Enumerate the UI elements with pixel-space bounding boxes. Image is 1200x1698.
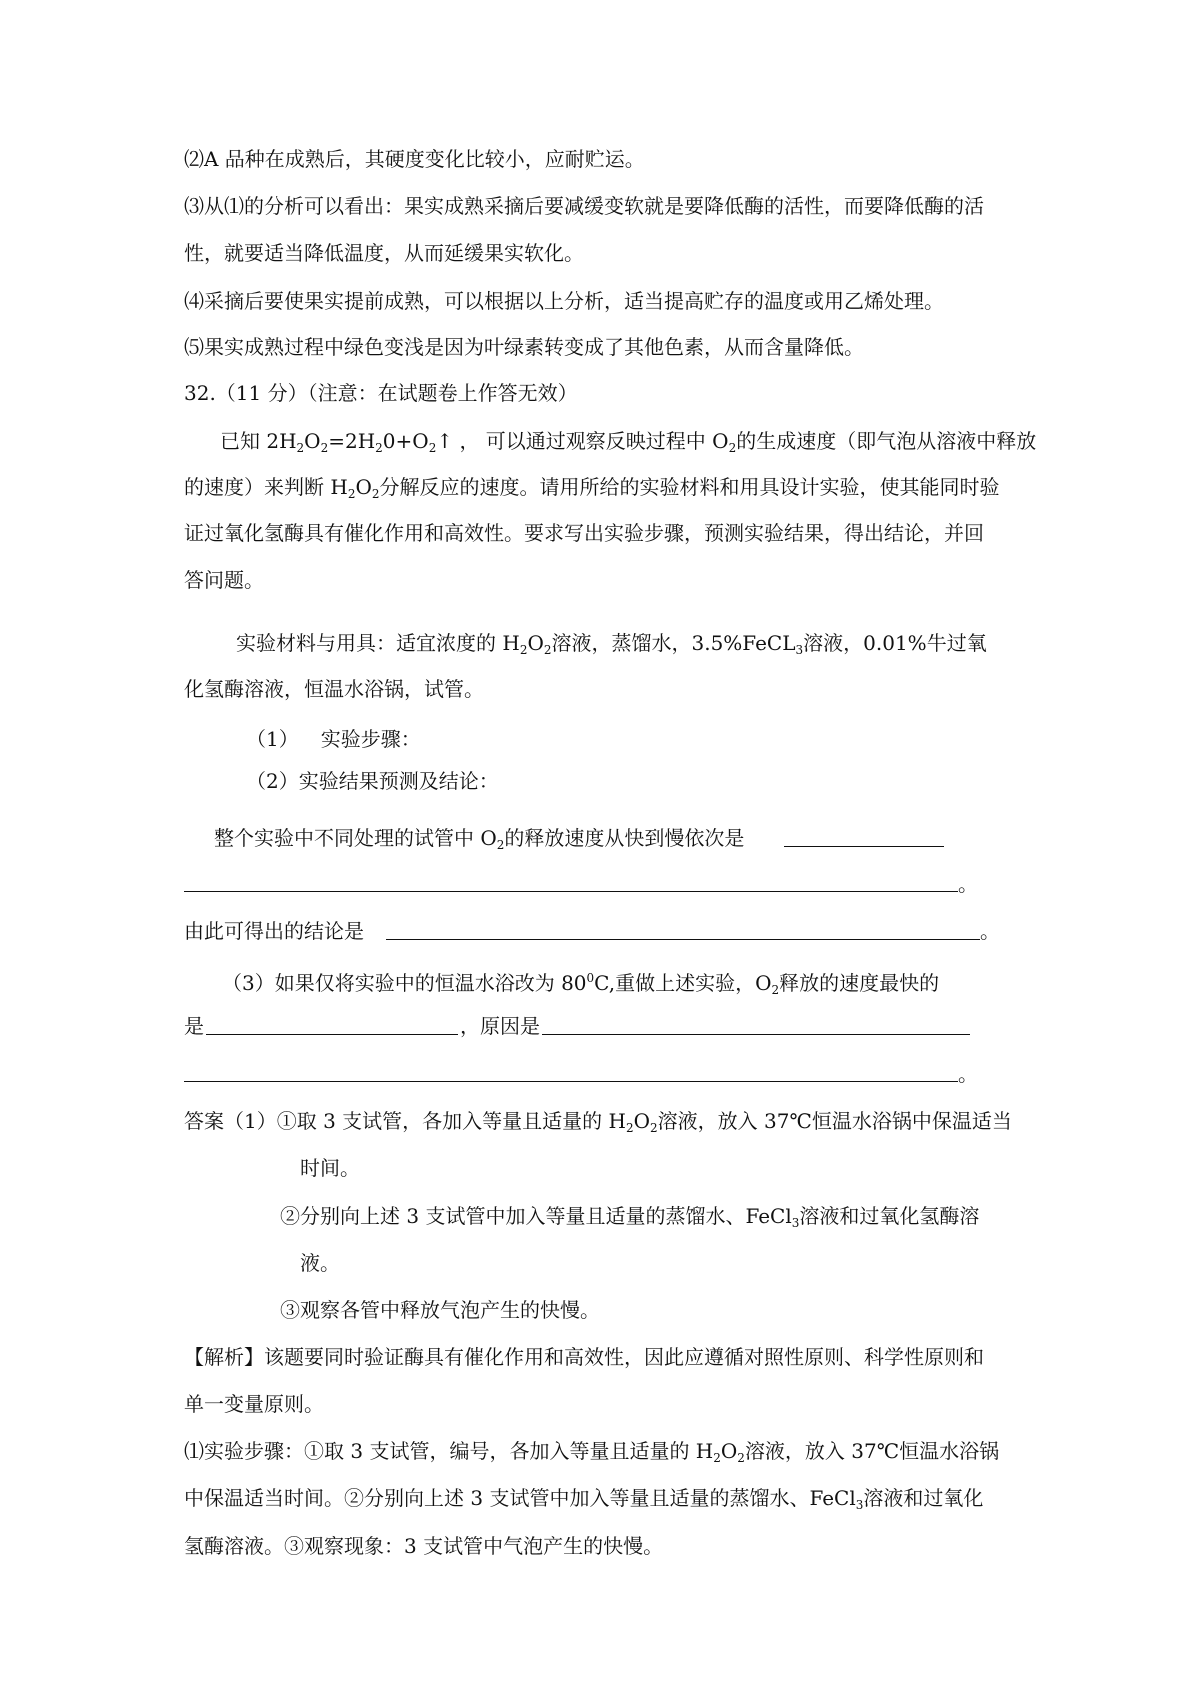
text-span: 溶液，蒸馏水，3.5%FeCL bbox=[551, 631, 796, 655]
text-span: ⑸果实成熟过程中绿色变浅是因为叶绿素转变成了其他色素，从而含量降低。 bbox=[184, 335, 864, 359]
answer-line bbox=[300, 1155, 360, 1181]
text-span: ⑵A 品种在成熟后，其硬度变化比较小，应耐贮运。 bbox=[184, 147, 645, 171]
subscript: 2 bbox=[728, 441, 737, 455]
text-span: 溶液和过氧化 bbox=[863, 1486, 984, 1510]
text-line bbox=[222, 965, 939, 1003]
subscript: 2 bbox=[543, 643, 552, 657]
text-span: 证过氧化氢酶具有催化作用和高效性。要求写出实验步骤，预测实验结果，得出结论，并回 bbox=[184, 521, 984, 545]
text-span: O bbox=[527, 631, 544, 655]
text-span: 整个实验中不同处理的试管中 O bbox=[214, 826, 497, 850]
text-line bbox=[184, 240, 584, 266]
text-span: ⑷采摘后要使果实提前成熟，可以根据以上分析，适当提高贮存的温度或用乙烯处理。 bbox=[184, 289, 944, 313]
text-line bbox=[184, 567, 264, 593]
subscript: 2 bbox=[737, 1451, 745, 1465]
text-span: 0+O bbox=[382, 429, 429, 453]
text-line bbox=[460, 1013, 540, 1039]
subscript: 2 bbox=[713, 1451, 721, 1465]
text-line bbox=[184, 1013, 204, 1039]
text-span: 已知 2H bbox=[220, 429, 297, 453]
analysis-line bbox=[184, 1438, 999, 1471]
analysis-line bbox=[184, 1391, 324, 1417]
text-line bbox=[958, 1061, 978, 1087]
analysis-line bbox=[184, 1485, 983, 1518]
text-span: 实验材料与用具：适宜浓度的 H bbox=[236, 631, 520, 655]
subscript: 2 bbox=[375, 441, 383, 455]
text-span: 化氢酶溶液，恒温水浴锅，试管。 bbox=[184, 677, 484, 701]
answer-blank[interactable] bbox=[784, 846, 944, 847]
text-span: 时间。 bbox=[300, 1156, 360, 1180]
text-span: （2）实验结果预测及结论： bbox=[246, 769, 499, 793]
text-span: 。 bbox=[980, 919, 1000, 943]
text-span: 是 bbox=[184, 1014, 204, 1038]
text-span: 答案（1）①取 3 支试管，各加入等量且适量的 H bbox=[184, 1109, 626, 1133]
text-span: ⑴实验步骤：①取 3 支试管，编号，各加入等量且适量的 H bbox=[184, 1439, 714, 1463]
text-span: C,重做上述实验，O bbox=[594, 971, 772, 995]
answer-line bbox=[280, 1203, 979, 1236]
answer-line bbox=[300, 1250, 340, 1276]
subscript: 2 bbox=[771, 983, 780, 997]
text-line bbox=[184, 676, 484, 702]
text-line bbox=[236, 630, 987, 663]
subscript: 2 bbox=[428, 441, 437, 455]
text-span: =2H bbox=[328, 429, 376, 453]
text-span: 溶液和过氧化氢酶溶 bbox=[799, 1204, 980, 1228]
text-line bbox=[184, 288, 944, 314]
subscript: 2 bbox=[625, 1121, 634, 1135]
answer-blank[interactable] bbox=[184, 1081, 958, 1082]
answer-blank[interactable] bbox=[184, 891, 958, 892]
text-span: （3）如果仅将实验中的恒温水浴改为 80 bbox=[222, 971, 587, 995]
text-span: ⑶从⑴的分析可以看出：果实成熟采摘后要减缓变软就是要降低酶的活性，而要降低酶的活 bbox=[184, 194, 984, 218]
subscript: 2 bbox=[296, 441, 305, 455]
text-span: ↑ ， 可以通过观察反映过程中 O bbox=[436, 429, 729, 453]
text-line bbox=[184, 918, 364, 944]
text-line bbox=[220, 428, 1036, 461]
text-span: 的生成速度（即气泡从溶液中释放 bbox=[736, 429, 1037, 453]
text-line bbox=[214, 825, 744, 858]
text-span: O bbox=[355, 475, 372, 499]
analysis-line bbox=[184, 1533, 663, 1559]
subscript: 2 bbox=[347, 487, 356, 501]
text-line bbox=[184, 146, 645, 172]
subscript: 2 bbox=[519, 643, 528, 657]
analysis-line bbox=[184, 1344, 984, 1370]
text-span: 溶液，0.01%牛过氧 bbox=[803, 631, 987, 655]
text-span: （1） bbox=[246, 727, 299, 751]
text-span: ②分别向上述 3 支试管中加入等量且适量的蒸馏水、FeCl bbox=[280, 1204, 792, 1228]
text-span: 的释放速度从快到慢依次是 bbox=[504, 826, 745, 850]
text-line bbox=[980, 918, 1000, 944]
answer-blank[interactable] bbox=[386, 939, 980, 940]
text-span: 答问题。 bbox=[184, 568, 264, 592]
subscript: 2 bbox=[371, 487, 380, 501]
text-span: 32.（11 分）（注意：在试题卷上作答无效） bbox=[184, 381, 578, 405]
text-span: 由此可得出的结论是 bbox=[184, 919, 364, 943]
text-line bbox=[184, 520, 984, 546]
text-span: ③观察各管中释放气泡产生的快慢。 bbox=[280, 1298, 600, 1322]
subscript: 2 bbox=[496, 838, 505, 852]
answer-blank[interactable] bbox=[206, 1034, 458, 1035]
step-label bbox=[246, 768, 499, 794]
text-line bbox=[958, 871, 978, 897]
text-span: 释放的速度最快的 bbox=[779, 971, 940, 995]
answer-blank[interactable] bbox=[542, 1034, 970, 1035]
answer-line bbox=[280, 1297, 600, 1323]
subscript: 2 bbox=[650, 1121, 658, 1135]
text-span: 单一变量原则。 bbox=[184, 1392, 324, 1416]
subscript: 3 bbox=[855, 1498, 864, 1512]
text-line bbox=[184, 474, 1000, 507]
text-line bbox=[184, 334, 864, 360]
text-span: O bbox=[720, 1439, 738, 1463]
text-span: 【解析】该题要同时验证酶具有催化作用和高效性，因此应遵循对照性原则、科学性原则和 bbox=[184, 1345, 984, 1369]
text-span: O bbox=[304, 429, 321, 453]
text-span: 液。 bbox=[300, 1251, 340, 1275]
text-line bbox=[184, 193, 984, 219]
text-span: 的速度）来判断 H bbox=[184, 475, 348, 499]
subscript: 2 bbox=[320, 441, 329, 455]
text-span: 溶液，放入 37℃恒温水浴锅中保温适当 bbox=[657, 1109, 1012, 1133]
answer-line bbox=[184, 1108, 1012, 1141]
text-span: 性，就要适当降低温度，从而延缓果实软化。 bbox=[184, 241, 584, 265]
subscript: 3 bbox=[791, 1216, 800, 1230]
text-span: 分解反应的速度。请用所给的实验材料和用具设计实验，使其能同时验 bbox=[379, 475, 1000, 499]
text-span: 。 bbox=[958, 872, 978, 896]
text-span: ，原因是 bbox=[460, 1014, 540, 1038]
text-span: 。 bbox=[958, 1062, 978, 1086]
superscript: 0 bbox=[586, 971, 595, 985]
text-span: 氢酶溶液。③观察现象：3 支试管中气泡产生的快慢。 bbox=[184, 1534, 664, 1558]
subscript: 3 bbox=[795, 643, 804, 657]
text-span: O bbox=[633, 1109, 651, 1133]
step-label bbox=[246, 726, 421, 752]
text-span: 溶液，放入 37℃恒温水浴锅 bbox=[744, 1439, 1000, 1463]
text-span: 实验步骤： bbox=[320, 727, 421, 751]
question-header bbox=[184, 380, 578, 406]
text-span: 中保温适当时间。②分别向上述 3 支试管中加入等量且适量的蒸馏水、FeCl bbox=[184, 1486, 856, 1510]
